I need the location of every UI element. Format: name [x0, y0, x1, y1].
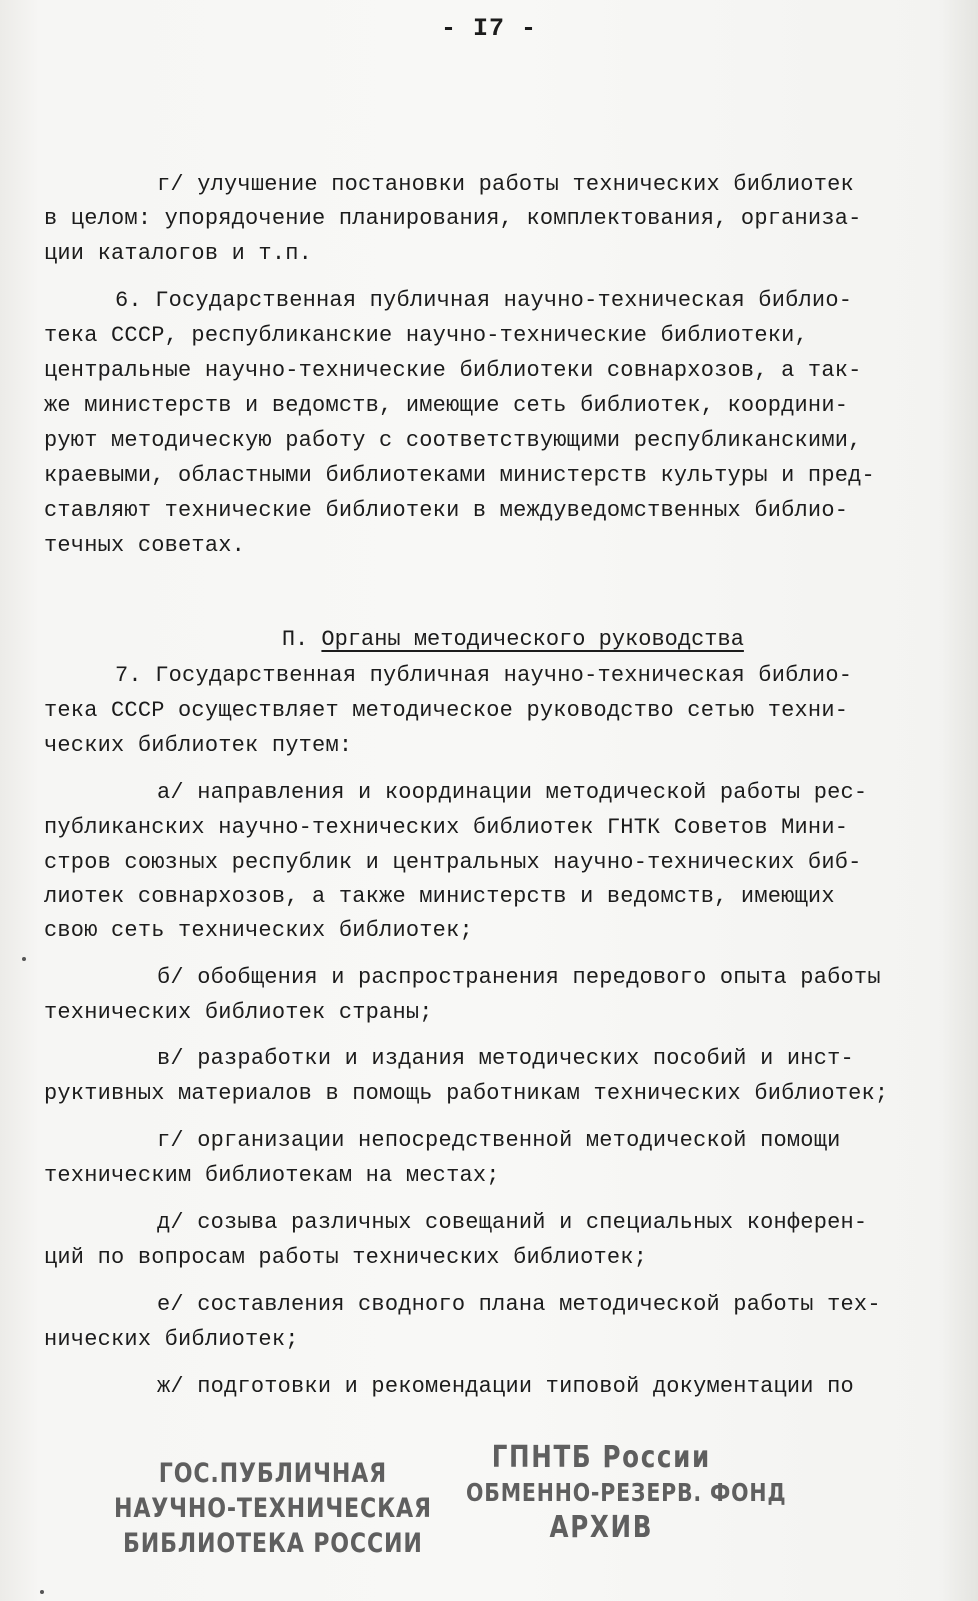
text-line: краевыми, областными библиотеками министерств культуры и пред-: [44, 463, 875, 488]
text-line: же министерств и ведомств, имеющие сеть библиотек, координи-: [44, 393, 849, 418]
text-line: в целом: упорядочение планирования, комплектования, организа-: [44, 206, 862, 231]
library-stamp-right: [466, 1440, 787, 1545]
section-title: Органы методического руководства: [321, 627, 744, 652]
text-line: г/ улучшение постановки работы технических библиотек: [157, 172, 854, 197]
stamp-line: БИБЛИОТЕКА РОССИИ: [123, 1528, 423, 1559]
text-line: стров союзных республик и центральных научно-технических биб-: [44, 850, 862, 875]
text-line: в/ разработки и издания методических пособий и инст-: [157, 1046, 854, 1071]
text-line: лиотек совнархозов, а также министерств и ведомств, имеющих: [44, 884, 835, 909]
text-line: технических библиотек страны;: [44, 1000, 433, 1025]
text-line: течных советах.: [44, 533, 246, 558]
text-line: руют методическую работу с соответствующими республиканскими,: [44, 428, 862, 453]
text-line: руктивных материалов в помощь работникам технических библиотек;: [44, 1081, 889, 1106]
text-line: д/ созыва различных совещаний и специальных конферен-: [157, 1210, 868, 1235]
text-line: г/ организации непосредственной методической помощи: [157, 1128, 841, 1153]
text-line: центральные научно-технические библиотеки совнархозов, а так-: [44, 358, 862, 383]
stamp-line: ГПНТБ России: [491, 1440, 711, 1475]
section-number: П.: [281, 627, 322, 652]
text-line: нических библиотек;: [44, 1327, 299, 1352]
text-line: 6. Государственная публичная научно-техническая библио-: [115, 288, 853, 313]
text-line: 7. Государственная публичная научно-техническая библио-: [115, 663, 853, 688]
text-line: ций по вопросам работы технических библиотек;: [44, 1245, 648, 1270]
library-stamp-left: [113, 1456, 433, 1561]
stamp-line: ОБМЕННО-РЕЗЕРВ. ФОНД: [466, 1478, 787, 1507]
paper-speck: [22, 957, 26, 961]
text-line: свою сеть технических библиотек;: [44, 918, 473, 943]
text-line: е/ составления сводного плана методической работы тех-: [157, 1292, 881, 1317]
text-line: публиканских научно-технических библиотек ГНТК Советов Мини-: [44, 815, 849, 840]
page-number: - I7 -: [440, 14, 537, 43]
text-line: ж/ подготовки и рекомендации типовой документации по: [157, 1374, 854, 1399]
stamp-line: АРХИВ: [549, 1510, 654, 1545]
text-line: тека СССР, республиканские научно-технические библиотеки,: [44, 323, 808, 348]
paper-speck: [40, 1590, 44, 1594]
text-line: б/ обобщения и распространения передового опыта работы: [157, 965, 881, 990]
text-line: ставляют технические библиотеки в междуведомственных библио-: [44, 498, 849, 523]
stamp-line: ГОС.ПУБЛИЧНАЯ: [158, 1458, 388, 1489]
stamp-line: НАУЧНО-ТЕХНИЧЕСКАЯ: [113, 1493, 432, 1524]
text-line: ческих библиотек путем:: [44, 733, 353, 758]
text-line: тека СССР осуществляет методическое руководство сетью техни-: [44, 698, 849, 723]
text-line: ции каталогов и т.п.: [44, 241, 313, 266]
text-line: техническим библиотекам на местах;: [44, 1163, 500, 1188]
text-line: а/ направления и координации методической работы рес-: [157, 780, 868, 805]
